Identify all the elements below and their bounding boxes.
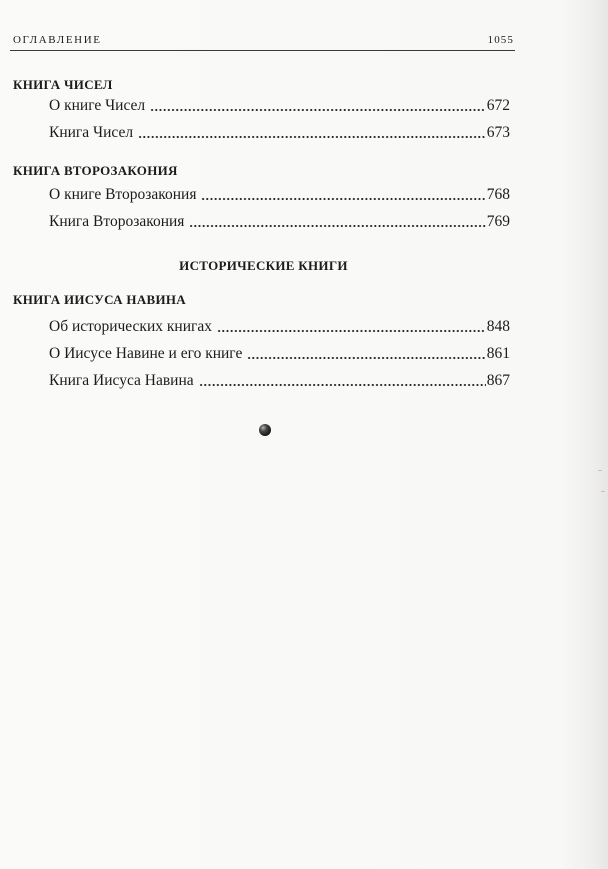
red-speck <box>598 470 602 471</box>
dot-leader <box>217 317 486 337</box>
toc-entry-page: 861 <box>486 345 510 362</box>
dot-leader <box>247 344 485 364</box>
toc-entry <box>49 185 510 205</box>
toc-entry-label: Книга Чисел <box>49 124 134 141</box>
book-heading-deuteronomy: КНИГА ВТОРОЗАКОНИЯ <box>13 163 178 178</box>
running-head <box>13 31 514 49</box>
running-head-title: ОГЛАВЛЕНИЕ <box>13 34 102 46</box>
page-number: 1055 <box>487 34 514 46</box>
part-heading-historical-books: ИСТОРИЧЕСКИЕ КНИГИ <box>179 258 348 273</box>
toc-entry-label: Книга Второзакония <box>49 213 185 230</box>
toc-entry-page: 848 <box>486 318 510 335</box>
toc-entry <box>49 96 510 116</box>
toc-entry-label: Книга Иисуса Навина <box>49 372 194 389</box>
book-heading-joshua: КНИГА ИИСУСА НАВИНА <box>13 292 186 307</box>
header-rule <box>10 50 515 51</box>
toc-entry <box>49 317 510 337</box>
toc-entry <box>49 344 510 364</box>
dot-leader <box>150 96 486 116</box>
toc-entry-page: 768 <box>486 186 510 203</box>
toc-entry-page: 769 <box>486 213 510 230</box>
toc-entry <box>49 212 510 232</box>
red-speck <box>601 491 605 492</box>
book-heading-numbers: КНИГА ЧИСЕЛ <box>13 77 113 92</box>
dot-leader <box>189 212 485 232</box>
toc-entry-page: 672 <box>486 97 510 114</box>
dot-leader <box>138 123 486 143</box>
dot-leader <box>201 185 485 205</box>
toc-entry-label: О книге Второзакония <box>49 186 197 203</box>
toc-entry-page: 673 <box>486 124 510 141</box>
ink-spot <box>259 424 271 436</box>
toc-entry <box>49 123 510 143</box>
toc-entry <box>49 371 510 391</box>
toc-entry-page: 867 <box>486 372 510 389</box>
dot-leader <box>199 371 486 391</box>
toc-entry-label: Об исторических книгах <box>49 318 212 335</box>
toc-entry-label: О книге Чисел <box>49 97 146 114</box>
toc-entry-label: О Иисусе Навине и его книге <box>49 345 243 362</box>
